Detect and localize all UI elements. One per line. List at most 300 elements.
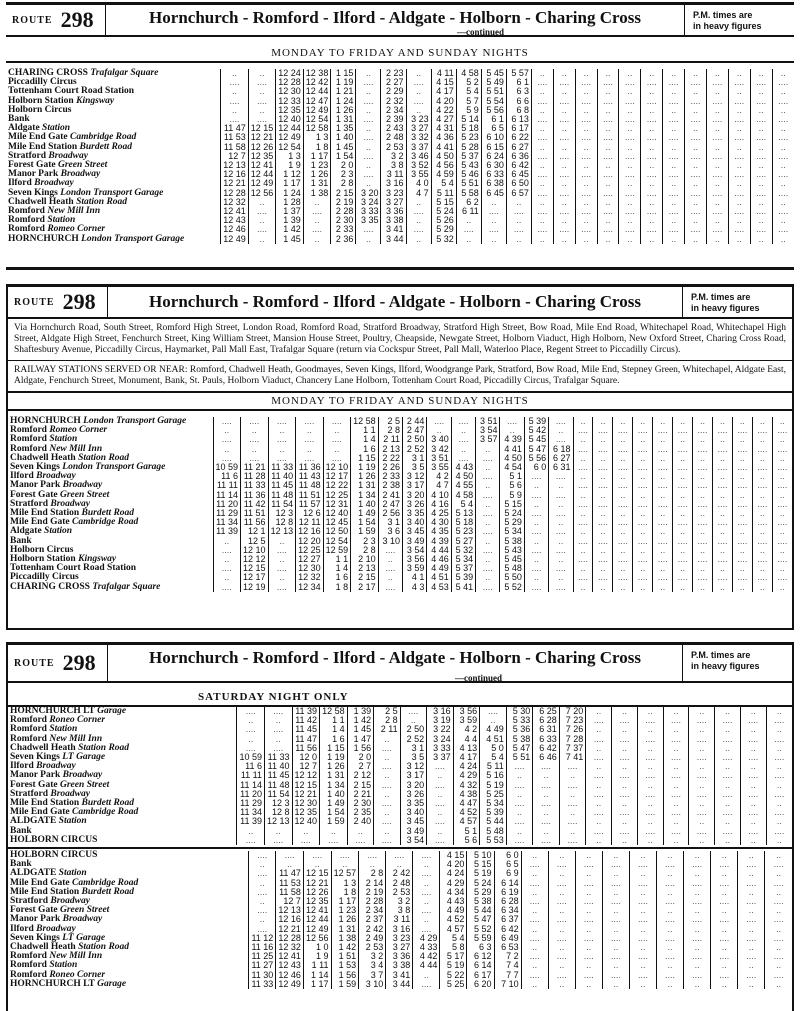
- time-cell: ....: [356, 152, 381, 161]
- time-cell: 1 6: [323, 573, 351, 582]
- time-cell: 5 44: [480, 817, 507, 826]
- time-cell: ..: [241, 445, 269, 454]
- empty-time-cell: ....: [633, 555, 653, 564]
- empty-time-cell: ..: [673, 454, 693, 463]
- empty-time-cell: ....: [706, 189, 728, 198]
- empty-time-cell: ..: [637, 817, 663, 826]
- time-cell: ....: [303, 207, 331, 216]
- empty-time-cell: ....: [521, 879, 548, 888]
- empty-time-cell: ....: [772, 97, 794, 106]
- route-title: [108, 645, 682, 681]
- time-cell: ..: [248, 198, 276, 207]
- empty-time-cell: ..: [713, 583, 733, 592]
- time-cell: ....: [533, 781, 560, 790]
- empty-time-cell: ....: [653, 500, 673, 509]
- empty-time-cell: ....: [728, 189, 750, 198]
- empty-time-cell: ....: [685, 225, 707, 234]
- time-cell: 4 50: [451, 472, 475, 481]
- time-cell: 4 31: [431, 124, 456, 133]
- time-cell: ....: [533, 836, 560, 845]
- route-title-text: Hornchurch - Romford - Ilford - Aldgate - Holborn - Charing Cross: [149, 648, 641, 667]
- empty-time-cell: ....: [684, 897, 711, 906]
- time-cell: 11 40: [268, 472, 296, 481]
- time-cell: 1 15: [351, 454, 379, 463]
- empty-time-cell: ....: [573, 573, 593, 582]
- time-cell: 11 57: [296, 500, 324, 509]
- empty-time-cell: ....: [663, 207, 685, 216]
- empty-time-cell: ....: [772, 481, 792, 490]
- time-cell: 4 29: [440, 879, 467, 888]
- empty-time-cell: ....: [633, 445, 653, 454]
- empty-time-cell: ....: [732, 555, 752, 564]
- time-cell: ..: [427, 790, 454, 799]
- time-cell: 6 34: [494, 906, 521, 915]
- empty-time-cell: ..: [575, 124, 597, 133]
- empty-time-cell: ....: [715, 827, 741, 836]
- station-name: Seven Kings London Transport Garage: [10, 462, 166, 473]
- time-cell: 6 33: [481, 170, 506, 179]
- time-cell: 4 52: [440, 915, 467, 924]
- empty-time-cell: ....: [597, 152, 619, 161]
- time-cell: ..: [265, 735, 293, 744]
- time-cell: 5 37: [451, 564, 475, 573]
- time-cell: 12 21: [303, 879, 331, 888]
- empty-time-cell: ....: [629, 879, 656, 888]
- empty-time-cell: ....: [619, 133, 641, 142]
- time-cell: ..: [533, 790, 560, 799]
- station-name: Seven Kings LT Garage: [10, 752, 106, 763]
- time-cell: 4 43: [440, 897, 467, 906]
- empty-time-cell: ....: [521, 860, 548, 869]
- timetable-panel-1: [6, 2, 794, 270]
- empty-time-cell: ..: [657, 851, 684, 860]
- empty-time-cell: ..: [575, 87, 597, 96]
- empty-time-cell: ..: [740, 781, 766, 790]
- empty-time-cell: ..: [575, 925, 602, 934]
- time-cell: ..: [356, 179, 381, 188]
- empty-time-cell: ....: [766, 771, 792, 780]
- empty-time-cell: ..: [728, 124, 750, 133]
- time-cell: 4 54: [500, 463, 524, 472]
- time-cell: 3 27: [386, 943, 413, 952]
- time-cell: 12 46: [221, 225, 249, 234]
- time-cell: ..: [356, 87, 381, 96]
- empty-time-cell: ..: [706, 143, 728, 152]
- time-cell: ..: [549, 573, 573, 582]
- empty-time-cell: ..: [641, 161, 663, 170]
- empty-time-cell: ..: [765, 869, 792, 878]
- empty-time-cell: ..: [573, 435, 593, 444]
- route-badge: [6, 5, 106, 35]
- empty-time-cell: ....: [613, 463, 633, 472]
- time-cell: 4 7: [406, 189, 431, 198]
- empty-time-cell: ..: [531, 216, 553, 225]
- empty-time-cell: ..: [772, 143, 794, 152]
- time-cell: ....: [356, 170, 381, 179]
- empty-time-cell: ..: [685, 161, 707, 170]
- time-cell: 1 59: [320, 817, 348, 826]
- time-cell: 5 16: [480, 771, 507, 780]
- time-cell: ..: [413, 879, 440, 888]
- time-cell: 2 34: [381, 106, 406, 115]
- station-name: Bank: [10, 859, 32, 870]
- time-cell: 2 8: [331, 179, 356, 188]
- time-cell: ....: [524, 491, 548, 500]
- empty-time-cell: ..: [766, 707, 792, 716]
- empty-time-cell: ....: [706, 78, 728, 87]
- station-name: Manor Park Broadway: [10, 770, 103, 781]
- empty-time-cell: ..: [575, 980, 602, 989]
- time-cell: 11 47: [292, 735, 320, 744]
- time-cell: ....: [249, 906, 276, 915]
- time-cell: ....: [524, 472, 548, 481]
- empty-time-cell: ....: [637, 771, 663, 780]
- empty-time-cell: ..: [673, 491, 693, 500]
- empty-time-cell: ..: [553, 235, 575, 244]
- time-cell: 5 44: [467, 906, 494, 915]
- empty-time-cell: ....: [593, 573, 613, 582]
- time-cell: ....: [549, 417, 573, 426]
- time-cell: 3 49: [400, 827, 427, 836]
- empty-time-cell: ....: [766, 735, 792, 744]
- empty-time-cell: ..: [597, 87, 619, 96]
- time-cell: 3 1: [403, 454, 427, 463]
- empty-time-cell: ..: [728, 87, 750, 96]
- empty-time-cell: ....: [711, 897, 738, 906]
- empty-time-cell: ..: [573, 417, 593, 426]
- empty-time-cell: ..: [706, 235, 728, 244]
- time-cell: 1 54: [320, 808, 348, 817]
- empty-time-cell: ..: [657, 925, 684, 934]
- empty-time-cell: ..: [740, 799, 766, 808]
- time-cell: 5 57: [506, 69, 531, 78]
- time-cell: ..: [413, 915, 440, 924]
- time-cell: 5 50: [500, 573, 524, 582]
- empty-time-cell: ....: [693, 555, 713, 564]
- empty-time-cell: ..: [685, 69, 707, 78]
- time-cell: 5 13: [451, 509, 475, 518]
- empty-time-cell: ....: [612, 735, 638, 744]
- empty-time-cell: ....: [711, 860, 738, 869]
- time-cell: ..: [549, 426, 573, 435]
- time-cell: 4 58: [451, 491, 475, 500]
- empty-time-cell: ..: [531, 198, 553, 207]
- time-cell: 3 40: [427, 435, 451, 444]
- time-cell: 12 54: [303, 115, 331, 124]
- empty-time-cell: ..: [765, 906, 792, 915]
- route-number: 298: [62, 289, 96, 314]
- empty-time-cell: ..: [597, 216, 619, 225]
- empty-time-cell: ..: [613, 527, 633, 536]
- time-cell: ..: [549, 500, 573, 509]
- time-cell: 5 27: [451, 537, 475, 546]
- empty-time-cell: ....: [711, 934, 738, 943]
- time-cell: 12 21: [248, 133, 276, 142]
- time-cell: ..: [374, 735, 400, 744]
- empty-time-cell: ....: [732, 445, 752, 454]
- empty-time-cell: ....: [548, 897, 575, 906]
- time-cell: 7 4: [494, 961, 521, 970]
- empty-time-cell: ..: [663, 817, 689, 826]
- empty-time-cell: ....: [663, 753, 689, 762]
- empty-time-cell: ..: [715, 762, 741, 771]
- time-cell: ..: [347, 827, 374, 836]
- time-cell: ..: [249, 915, 276, 924]
- time-cell: 1 8: [323, 583, 351, 592]
- empty-time-cell: ....: [706, 207, 728, 216]
- route-number: 298: [62, 650, 96, 675]
- table-row: [8, 417, 792, 426]
- empty-time-cell: ....: [713, 481, 733, 490]
- empty-time-cell: ..: [728, 198, 750, 207]
- time-cell: 3 10: [378, 537, 402, 546]
- time-cell: 3 17: [400, 771, 427, 780]
- time-cell: 3 42: [427, 445, 451, 454]
- empty-time-cell: ....: [573, 463, 593, 472]
- empty-time-cell: ....: [684, 860, 711, 869]
- time-cell: ....: [413, 980, 440, 989]
- empty-time-cell: ....: [752, 518, 772, 527]
- empty-time-cell: ..: [613, 583, 633, 592]
- empty-time-cell: ....: [619, 225, 641, 234]
- railway-stations-text: RAILWAY STATIONS SERVED OR NEAR: Romford, Chadwell Heath, Goodmayes, Seven Kings, Ilford, Woodgrange Park, Stratford, Bow Road, Mile End, Stepney Green, Whitechapel, Aldgate East, Aldgate, Fenchurch Street, Monument, Bank, St. Pauls, Holborn Viaduct, Chancery Lane Holborn, Tottenham Court Road, Piccadilly Circus, Trafalgar Square.: [8, 361, 792, 393]
- empty-time-cell: ..: [738, 888, 765, 897]
- time-cell: ....: [524, 583, 548, 592]
- empty-time-cell: ....: [613, 573, 633, 582]
- time-cell: 6 17: [506, 124, 531, 133]
- empty-time-cell: ....: [715, 716, 741, 725]
- time-cell: 2 33: [378, 472, 402, 481]
- time-cell: 1 23: [303, 161, 331, 170]
- empty-time-cell: ....: [772, 207, 794, 216]
- time-cell: 12 3: [268, 509, 296, 518]
- time-cell: 1 38: [303, 189, 331, 198]
- empty-time-cell: ..: [772, 235, 794, 244]
- empty-time-cell: ....: [752, 426, 772, 435]
- empty-time-cell: ..: [548, 851, 575, 860]
- time-cell: ....: [241, 435, 269, 444]
- empty-time-cell: ..: [689, 744, 715, 753]
- time-cell: 7 41: [559, 753, 586, 762]
- time-cell: 1 17: [331, 897, 359, 906]
- empty-time-cell: ..: [715, 707, 741, 716]
- empty-time-cell: ....: [613, 518, 633, 527]
- time-cell: 3 36: [381, 207, 406, 216]
- empty-time-cell: ..: [772, 161, 794, 170]
- time-cell: ....: [249, 851, 276, 860]
- empty-time-cell: ..: [653, 435, 673, 444]
- empty-time-cell: ..: [740, 762, 766, 771]
- time-cell: ....: [549, 435, 573, 444]
- time-cell: 1 56: [347, 744, 374, 753]
- time-cell: 2 5: [374, 707, 400, 716]
- time-cell: 2 14: [359, 879, 386, 888]
- empty-time-cell: ..: [772, 583, 792, 592]
- time-cell: 3 33: [356, 207, 381, 216]
- empty-time-cell: ....: [772, 500, 792, 509]
- empty-time-cell: ....: [573, 481, 593, 490]
- time-cell: ..: [506, 216, 531, 225]
- empty-time-cell: ..: [612, 762, 638, 771]
- time-cell: 12 15: [241, 564, 269, 573]
- time-cell: 3 2: [386, 897, 413, 906]
- time-cell: ..: [481, 198, 506, 207]
- time-cell: 6 53: [494, 943, 521, 952]
- empty-time-cell: ....: [673, 463, 693, 472]
- time-cell: ..: [476, 555, 500, 564]
- pm-note-line: P.M. times are: [693, 10, 753, 20]
- time-cell: 3 20: [356, 189, 381, 198]
- time-cell: ....: [406, 207, 431, 216]
- time-cell: 4 41: [431, 143, 456, 152]
- time-cell: ..: [476, 500, 500, 509]
- empty-time-cell: ....: [750, 189, 772, 198]
- timetable-grid: [8, 707, 792, 989]
- empty-time-cell: ..: [586, 799, 612, 808]
- empty-time-cell: ....: [641, 115, 663, 124]
- time-cell: ..: [303, 860, 331, 869]
- time-cell: 7 20: [559, 707, 586, 716]
- time-cell: 11 45: [265, 771, 293, 780]
- empty-time-cell: ..: [573, 527, 593, 536]
- time-cell: 12 10: [323, 463, 351, 472]
- empty-time-cell: ..: [602, 943, 629, 952]
- empty-time-cell: ..: [612, 817, 638, 826]
- time-cell: 6 1: [506, 78, 531, 87]
- time-cell: ....: [249, 925, 276, 934]
- time-cell: 2 47: [403, 426, 427, 435]
- empty-time-cell: ..: [597, 198, 619, 207]
- time-cell: 12 44: [248, 170, 276, 179]
- time-cell: 12 57: [331, 869, 359, 878]
- time-cell: ..: [451, 445, 475, 454]
- station-name: Bank: [10, 535, 32, 546]
- empty-time-cell: ..: [613, 417, 633, 426]
- route-title-text: Hornchurch - Romford - Ilford - Aldgate - Holborn - Charing Cross: [149, 8, 641, 27]
- time-cell: 1 19: [320, 753, 348, 762]
- time-cell: ..: [524, 500, 548, 509]
- empty-time-cell: ....: [715, 771, 741, 780]
- empty-time-cell: ..: [693, 472, 713, 481]
- empty-time-cell: ..: [706, 69, 728, 78]
- time-cell: 12 43: [276, 961, 304, 970]
- time-cell: ..: [213, 537, 241, 546]
- time-cell: 2 3: [351, 537, 379, 546]
- time-cell: 1 31: [351, 481, 379, 490]
- time-cell: ..: [506, 790, 533, 799]
- time-cell: 1 8: [303, 143, 331, 152]
- empty-time-cell: ....: [673, 481, 693, 490]
- time-cell: 5 1: [453, 827, 480, 836]
- time-cell: ....: [413, 851, 440, 860]
- time-cell: ....: [265, 707, 293, 716]
- time-cell: 11 16: [249, 943, 276, 952]
- time-cell: ....: [476, 564, 500, 573]
- time-cell: 11 33: [268, 463, 296, 472]
- time-cell: 12 54: [323, 537, 351, 546]
- empty-time-cell: ....: [732, 518, 752, 527]
- time-cell: ....: [524, 546, 548, 555]
- empty-time-cell: ..: [653, 564, 673, 573]
- time-cell: 6 50: [506, 179, 531, 188]
- time-cell: 3 2: [359, 952, 386, 961]
- station-name: Ilford Broadway: [10, 923, 76, 934]
- empty-time-cell: ..: [693, 527, 713, 536]
- time-cell: 6 13: [506, 115, 531, 124]
- time-cell: 11 28: [241, 472, 269, 481]
- time-cell: 12 35: [248, 152, 276, 161]
- empty-time-cell: ....: [732, 426, 752, 435]
- panel-header: [8, 287, 792, 319]
- time-cell: 5 41: [451, 583, 475, 592]
- time-cell: ....: [559, 799, 586, 808]
- time-cell: 12 30: [296, 564, 324, 573]
- time-cell: ..: [356, 106, 381, 115]
- empty-time-cell: ....: [553, 152, 575, 161]
- time-cell: 2 42: [386, 869, 413, 878]
- time-cell: 5 30: [506, 707, 533, 716]
- empty-time-cell: ....: [740, 735, 766, 744]
- empty-time-cell: ..: [765, 943, 792, 952]
- empty-time-cell: ..: [602, 851, 629, 860]
- station-name: Ilford Broadway: [10, 761, 76, 772]
- route-number: 298: [60, 7, 94, 32]
- empty-time-cell: ..: [521, 925, 548, 934]
- empty-time-cell: ..: [693, 564, 713, 573]
- time-cell: 4 13: [453, 744, 480, 753]
- empty-time-cell: ..: [663, 781, 689, 790]
- time-cell: ..: [292, 827, 320, 836]
- time-cell: 3 5: [403, 463, 427, 472]
- empty-time-cell: ..: [633, 454, 653, 463]
- empty-time-cell: ....: [689, 735, 715, 744]
- time-cell: ....: [400, 707, 427, 716]
- time-cell: 1 3: [303, 133, 331, 142]
- time-cell: 3 20: [400, 781, 427, 790]
- empty-time-cell: ....: [693, 573, 713, 582]
- time-cell: 4 24: [453, 762, 480, 771]
- empty-time-cell: ....: [752, 573, 772, 582]
- time-cell: ....: [427, 836, 454, 845]
- empty-time-cell: ..: [713, 509, 733, 518]
- empty-time-cell: ....: [663, 771, 689, 780]
- empty-time-cell: ..: [521, 851, 548, 860]
- time-cell: 3 16: [386, 925, 413, 934]
- empty-time-cell: ....: [553, 115, 575, 124]
- time-cell: ....: [296, 417, 324, 426]
- time-cell: 11 11: [213, 481, 241, 490]
- time-cell: 4 57: [440, 925, 467, 934]
- empty-time-cell: ..: [657, 943, 684, 952]
- empty-time-cell: ..: [673, 417, 693, 426]
- empty-time-cell: ..: [548, 888, 575, 897]
- empty-time-cell: ....: [575, 915, 602, 924]
- time-cell: 2 10: [351, 555, 379, 564]
- empty-time-cell: ..: [593, 435, 613, 444]
- empty-time-cell: ..: [772, 491, 792, 500]
- time-cell: 6 42: [494, 925, 521, 934]
- time-cell: 7 37: [559, 744, 586, 753]
- empty-time-cell: ....: [597, 115, 619, 124]
- empty-time-cell: ..: [663, 179, 685, 188]
- time-cell: 5 28: [456, 143, 481, 152]
- time-cell: 4 42: [413, 952, 440, 961]
- time-cell: 3 12: [400, 762, 427, 771]
- empty-time-cell: ..: [657, 906, 684, 915]
- empty-time-cell: ....: [586, 827, 612, 836]
- time-cell: ....: [427, 762, 454, 771]
- time-cell: 3 6: [378, 527, 402, 536]
